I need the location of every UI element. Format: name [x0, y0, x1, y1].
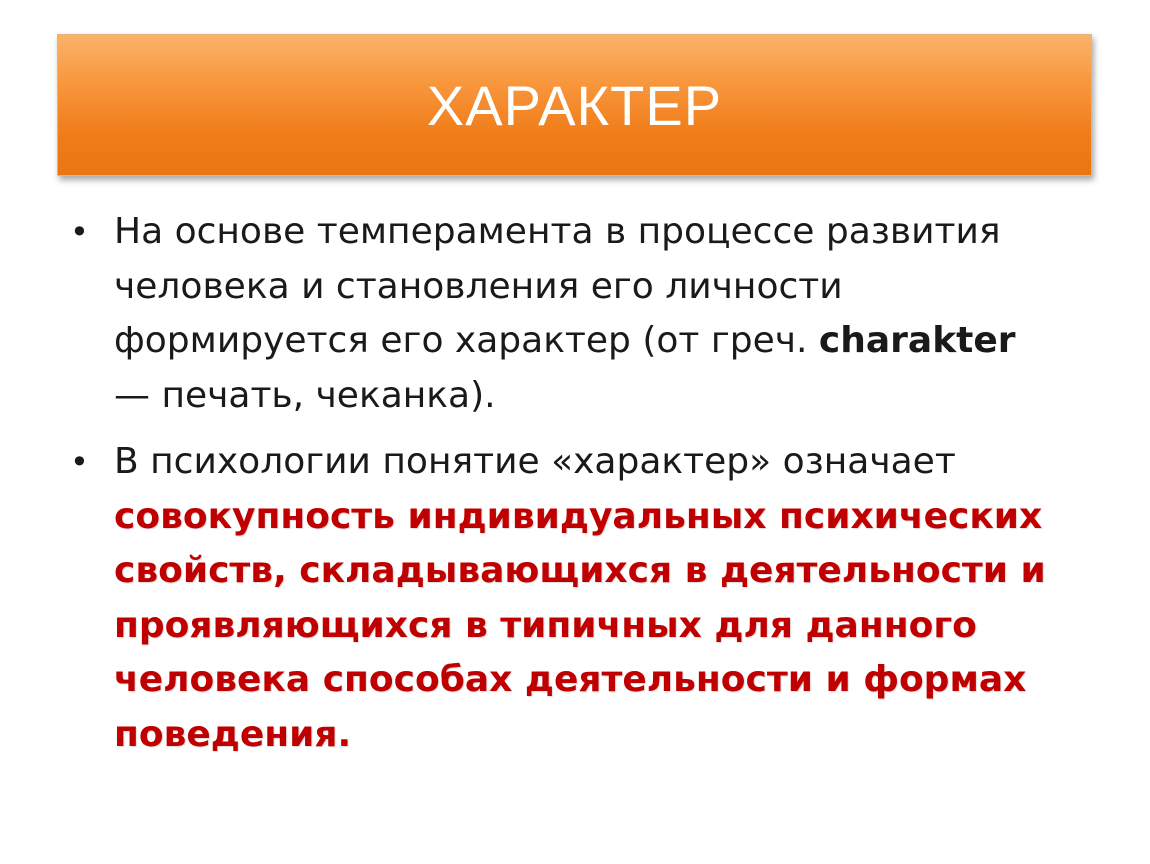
bullet-dot-icon: •	[70, 443, 89, 481]
bullet-2-highlight: совокупность индивидуальных психических свойств, складывающихся в деятельности и проявляющихся в типичных для данного человека способах деятельности и формах поведения.	[114, 495, 1046, 755]
bullet-list	[62, 205, 1052, 774]
bullet-1-term: charakter	[818, 320, 1016, 361]
bullet-dot-icon: •	[70, 213, 89, 251]
bullet-1-text: На основе темперамента в процессе развития человека и становления его личности формируется его характер (от греч.	[114, 211, 1001, 361]
bullet-1-text-end: — печать, чеканка).	[114, 374, 496, 416]
bullet-item-1	[62, 205, 1052, 423]
bullet-2-text: В психологии понятие «характер» означает	[114, 441, 956, 482]
title-banner	[57, 34, 1092, 176]
bullet-item-2	[62, 435, 1052, 762]
slide-title: ХАРАКТЕР	[426, 73, 723, 137]
